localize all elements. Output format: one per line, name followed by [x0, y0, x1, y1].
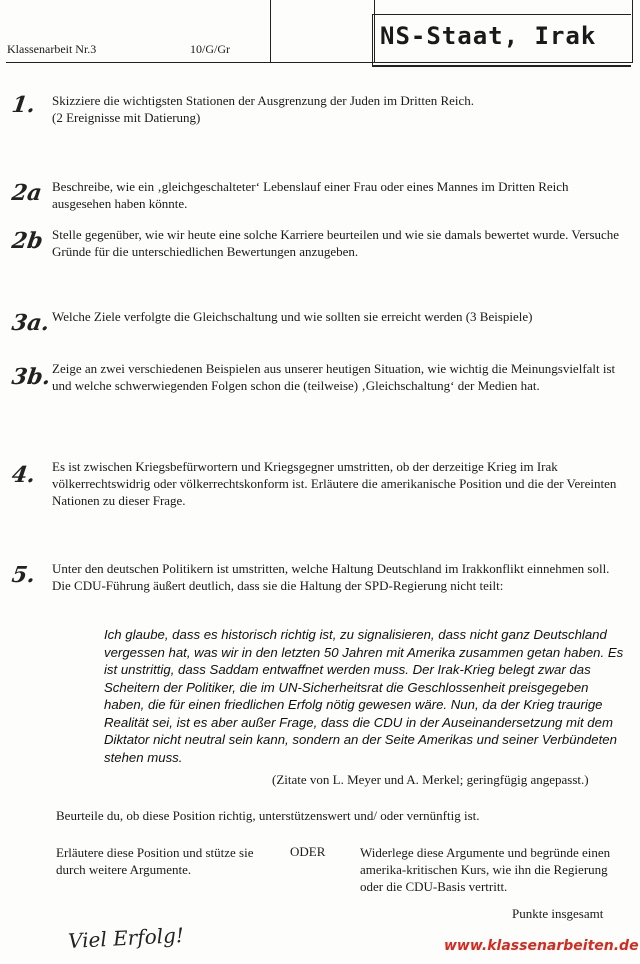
website-link[interactable]: www.klassenarbeiten.de [444, 938, 639, 954]
or-label: ODER [290, 844, 326, 859]
total-points-label: Punkte insgesamt [512, 906, 604, 921]
question-number: 5. [10, 562, 37, 588]
question-number: 2b [10, 228, 45, 254]
question-note: (2 Ereignisse mit Datierung) [52, 110, 201, 125]
politician-quote: Ich glaube, dass es historisch richtig ist, zu signalisieren, dass nicht ganz Deutschland vergessen hat, was wir in den letzten 50 Jahren mit Amerika zusammen getan haben. Es ist unstrittig, dass Saddam entwaffnet werden muss. Der Irak-Krieg belegt zwar das Scheitern der Politiker, die im UN-Sicherheitsrat die Geschlossenheit preisgegeben haben, die für einen friedlichen Erfolg nötig gewesen wäre. Nun, da der Krieg traurige Realität sei, ist es aber außer Frage, dass die CDU in der Auseinandersetzung mit dem Diktator nicht neutral sein kann, sondern an der Seite Amerikas und seiner Verbündeten stehen muss. [104, 627, 624, 765]
quote-source: (Zitate von L. Meyer und A. Merkel; geringfügig angepasst.) [272, 772, 589, 787]
question-text: Unter den deutschen Politikern ist umstritten, welche Haltung Deutschland im Irakkonflikt einnehmen soll. Die CDU-Führung äußert deutlich, dass sie die Haltung der SPD-Regierung nicht teilt: [52, 561, 610, 593]
question-text: Es ist zwischen Kriegsbefürwortern und Kriegsgegner umstritten, ob der derzeitige Krieg im Irak völkerrechtswidrig oder völkerrechtskonform ist. Erläutere die amerikanische Position und die der Vereinten Nationen zu dieser Frage. [52, 459, 617, 508]
exam-topic: NS-Staat, Irak [380, 22, 597, 50]
question-text-line: Skizziere die wichtigsten Stationen der Ausgrenzung der Juden im Dritten Reich. [52, 93, 475, 108]
question-number: 2a [10, 180, 44, 206]
class-code: 10/G/Gr [190, 42, 230, 56]
exam-label: Klassenarbeit Nr.3 [7, 42, 97, 56]
option-a: Erläutere diese Position und stütze sie durch weitere Argumente. [56, 845, 254, 877]
question-number: 3a. [10, 310, 52, 336]
question-text: Beschreibe, wie ein ‚gleichgeschalteter‘ Lebenslauf einer Frau oder eines Mannes im Dritten Reich ausgesehen haben könnte. [52, 179, 569, 211]
question-text: Zeige an zwei verschiedenen Beispielen aus unserer heutigen Situation, wie wichtig die Meinungsvielfalt ist und welche schwerwiegenden Folgen schon die (teilweise) ‚Gleichschaltung‘ der Medien hat. [52, 361, 616, 393]
header-divider [270, 0, 271, 62]
good-luck-note: Viel Erfolg! [67, 922, 185, 954]
question-text: Stelle gegenüber, wie wir heute eine solche Karriere beurteilen und wie sie damals bewertet wurde. Versuche Gründe für die unterschiedlichen Bewertungen anzugeben. [52, 227, 620, 259]
question-number: 4. [10, 462, 37, 488]
question-number: 1. [10, 92, 37, 118]
question-text [52, 92, 622, 126]
question-text: Welche Ziele verfolgte die Gleichschaltung und wie sollten sie erreicht werden (3 Beispiele) [52, 309, 533, 324]
option-b: Widerlege diese Argumente und begründe einen amerika-kritischen Kurs, wie ihn die Regierung oder die CDU-Basis vertritt. [360, 845, 611, 894]
assessment-task: Beurteile du, ob diese Position richtig, unterstützenswert und/ oder vernünftig ist. [56, 808, 480, 823]
question-number: 3b. [10, 364, 53, 390]
